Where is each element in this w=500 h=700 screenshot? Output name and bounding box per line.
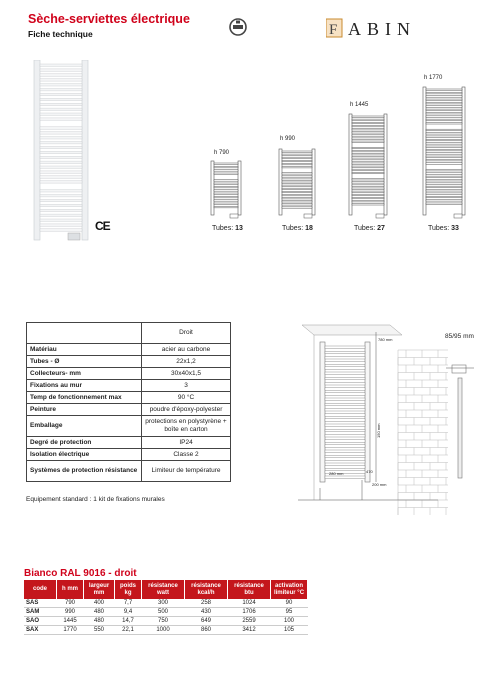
- models-cell: 400: [84, 599, 115, 608]
- models-cell: 22,1: [115, 626, 142, 635]
- models-cell: 7,7: [115, 599, 142, 608]
- ce-mark: CE: [95, 219, 110, 233]
- radiator-drawing-990: [278, 148, 316, 220]
- spec-label: Matériau: [27, 344, 142, 356]
- models-cell: 2559: [228, 617, 271, 626]
- spec-row: [27, 449, 231, 461]
- models-header: code: [24, 580, 57, 599]
- product-photo: [32, 60, 90, 242]
- radiator-drawing-1445: [348, 113, 388, 220]
- variant-tubes: Tubes: 27: [354, 225, 385, 232]
- models-cell: SAO: [24, 617, 57, 626]
- spec-value: 30x40x1,5: [142, 368, 231, 380]
- models-header: largeur mm: [84, 580, 115, 599]
- spec-label: Degré de protection: [27, 437, 142, 449]
- variant-height-label: h 1445: [350, 102, 369, 108]
- spec-table: [26, 322, 231, 482]
- spec-header-empty: [27, 323, 142, 344]
- variant-tubes: Tubes: 18: [282, 225, 313, 232]
- spec-row: [27, 416, 231, 437]
- spec-value: poudre d'époxy-polyester: [142, 404, 231, 416]
- models-row: [24, 626, 308, 635]
- page-title: Sèche-serviettes électrique: [28, 12, 190, 26]
- models-cell: 1706: [228, 608, 271, 617]
- models-cell: 860: [185, 626, 228, 635]
- models-cell: 90: [271, 599, 308, 608]
- plug-icon: [228, 17, 248, 37]
- models-header: résistance watt: [142, 580, 185, 599]
- spec-label: Isolation électrique: [27, 449, 142, 461]
- dimension-bottom: 200 mm: [372, 482, 387, 487]
- spec-label: Temp de fonctionnement max: [27, 392, 142, 404]
- dimension-side: 150 mm: [376, 423, 381, 438]
- models-cell: 100: [271, 617, 308, 626]
- spec-row: [27, 404, 231, 416]
- models-cell: 649: [185, 617, 228, 626]
- models-table: [24, 580, 308, 635]
- models-header-row: [24, 580, 308, 599]
- spec-value: 3: [142, 380, 231, 392]
- models-cell: 95: [271, 608, 308, 617]
- spec-label: Systèmes de protection résistance: [27, 461, 142, 482]
- models-cell: SAM: [24, 608, 57, 617]
- models-cell: 430: [185, 608, 228, 617]
- models-cell: 1445: [57, 617, 84, 626]
- models-cell: SAS: [24, 599, 57, 608]
- spec-value: protections en polystyrène + boîte en carton: [142, 416, 231, 437]
- models-row: [24, 608, 308, 617]
- spec-row: [27, 461, 231, 482]
- spec-value: Limiteur de température: [142, 461, 231, 482]
- models-cell: 1024: [228, 599, 271, 608]
- spec-row: [27, 392, 231, 404]
- dimension-top: 780 mm: [378, 337, 393, 342]
- models-cell: 550: [84, 626, 115, 635]
- installation-drawing: [298, 320, 494, 520]
- dimension-bottom-left: 280 mm: [329, 471, 344, 476]
- models-header: résistance kcal/h: [185, 580, 228, 599]
- radiator-drawing-790: [210, 160, 242, 220]
- equipment-note: Equipement standard : 1 kit de fixations murales: [26, 496, 165, 503]
- spec-row: [27, 344, 231, 356]
- logo-text: ABIN: [348, 19, 416, 39]
- radiator-drawing-1770: [422, 86, 466, 220]
- logo-initial: F: [329, 22, 338, 38]
- spec-label: Peinture: [27, 404, 142, 416]
- spec-row: [27, 368, 231, 380]
- spec-value: acier au carbone: [142, 344, 231, 356]
- models-cell: 990: [57, 608, 84, 617]
- models-cell: 500: [142, 608, 185, 617]
- models-title: Bianco RAL 9016 - droit: [24, 568, 137, 579]
- models-cell: 750: [142, 617, 185, 626]
- spec-row: [27, 437, 231, 449]
- models-row: [24, 617, 308, 626]
- spec-label: Tubes - Ø: [27, 356, 142, 368]
- spec-row: [27, 380, 231, 392]
- models-cell: 1000: [142, 626, 185, 635]
- spec-label: Emballage: [27, 416, 142, 437]
- models-cell: 105: [271, 626, 308, 635]
- models-cell: 480: [84, 617, 115, 626]
- models-cell: 300: [142, 599, 185, 608]
- models-header: h mm: [57, 580, 84, 599]
- variant-height-label: h 790: [214, 150, 230, 156]
- spec-column-header: Droit: [142, 323, 231, 344]
- dimension-small: 470: [366, 469, 373, 474]
- models-cell: 258: [185, 599, 228, 608]
- spec-value: 22x1,2: [142, 356, 231, 368]
- models-cell: 9,4: [115, 608, 142, 617]
- spec-value: 90 °C: [142, 392, 231, 404]
- models-row: [24, 599, 308, 608]
- variant-height-label: h 1770: [424, 75, 443, 81]
- spec-row: [27, 356, 231, 368]
- spec-value: IP24: [142, 437, 231, 449]
- models-cell: SAX: [24, 626, 57, 635]
- models-header: résistance btu: [228, 580, 271, 599]
- spec-value: Classe 2: [142, 449, 231, 461]
- installed-radiator: [320, 342, 370, 482]
- models-cell: 480: [84, 608, 115, 617]
- models-cell: 14,7: [115, 617, 142, 626]
- spec-header-row: [27, 323, 231, 344]
- spec-label: Fixations au mur: [27, 380, 142, 392]
- variant-tubes: Tubes: 13: [212, 225, 243, 232]
- depth-label: 85/95 mm: [445, 333, 474, 340]
- models-cell: 790: [57, 599, 84, 608]
- variant-tubes: Tubes: 33: [428, 225, 459, 232]
- models-cell: 3412: [228, 626, 271, 635]
- variant-height-label: h 990: [280, 136, 296, 142]
- models-cell: 1770: [57, 626, 84, 635]
- models-header: activation limiteur °C: [271, 580, 308, 599]
- brand-logo: [326, 17, 446, 41]
- spec-label: Collecteurs- mm: [27, 368, 142, 380]
- models-header: poids kg: [115, 580, 142, 599]
- page-subtitle: Fiche technique: [28, 29, 93, 39]
